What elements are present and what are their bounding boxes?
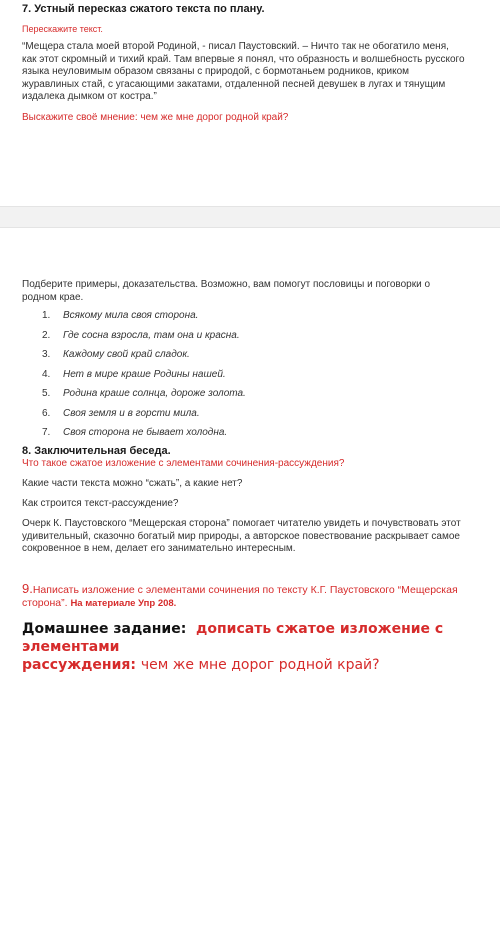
quote-line: языка неуловимым образом связаны с природой, с бормотаньем родников, криком bbox=[22, 66, 410, 77]
homework-task-part2-bold: рассуждения: bbox=[22, 657, 136, 673]
quote-line: издалека дымком от костра.” bbox=[22, 91, 157, 102]
list-item: 4. Нет в мире краше Родины нашей. bbox=[42, 368, 226, 380]
task7-section bbox=[22, 3, 500, 15]
homework-task-part1: дописать сжатое изложение с элементами bbox=[22, 621, 444, 655]
homework-line2 bbox=[22, 656, 500, 674]
proverbs-intro bbox=[22, 279, 500, 304]
task7-subheading: Перескажите текст. bbox=[22, 24, 103, 34]
proverbs-list-wrap bbox=[22, 306, 500, 443]
list-item: 5. Родина краше солнца, дороже золота. bbox=[42, 388, 246, 399]
homework-label: Домашнее задание: bbox=[22, 621, 187, 637]
essay-line: удивительный, сказочно богатый мир природы, а авторское повествование раскрывает самое bbox=[22, 530, 460, 542]
task8-section bbox=[22, 445, 500, 470]
task9-section bbox=[22, 582, 500, 610]
task7-opinion: Выскажите своё мнение: чем же мне дорог родной край? bbox=[22, 112, 289, 123]
homework-line1 bbox=[22, 620, 500, 656]
quote-line: журавлиных стай, с угасающими закатами, отдаленной песней девушек в лугах и тянущим bbox=[22, 78, 446, 90]
task7-subheading-wrap bbox=[22, 24, 500, 34]
list-item: 3. Каждому свой край сладок. bbox=[42, 349, 190, 360]
quote-line: как этот скромный и тихий край. Там впервые я понял, что образность и волшебность русского bbox=[22, 53, 465, 65]
quote-line: “Мещера стала моей второй Родиной, - писал Паустовский. – Ничто так не обогатило меня, bbox=[22, 41, 449, 52]
list-item: 2. Где сосна взросла, там она и красна. bbox=[42, 329, 240, 341]
homework-task-part2: чем же мне дорог родной край? bbox=[140, 657, 380, 673]
task8-q1: Какие части текста можно “сжать”, а какие нет? bbox=[22, 478, 243, 489]
essay-line: сокровенное в нем, делает его занимательно интересным. bbox=[22, 543, 296, 554]
proverbs-list bbox=[22, 306, 500, 443]
task7-quote bbox=[22, 41, 500, 104]
task9-number: 9. bbox=[22, 581, 33, 596]
task7-opinion-wrap bbox=[22, 112, 500, 123]
intro-line: Подберите примеры, доказательства. Возможно, вам помогут пословицы и поговорки о bbox=[22, 279, 431, 290]
intro-line: родном крае. bbox=[22, 291, 84, 303]
homework-section bbox=[22, 620, 500, 674]
task8-essay bbox=[22, 518, 500, 556]
list-item: 1. Всякому мила своя сторона. bbox=[42, 310, 199, 321]
page-separator bbox=[0, 206, 500, 228]
list-item: 7. Своя сторона не бывает холодна. bbox=[42, 427, 228, 438]
list-item: 6. Своя земля и в горсти мила. bbox=[42, 407, 200, 419]
task9-line2: сторона”. На материале Упр 208. bbox=[22, 597, 177, 609]
task9-material: На материале Упр 208. bbox=[70, 598, 177, 609]
task7-heading: 7. Устный пересказ сжатого текста по плану. bbox=[22, 3, 265, 15]
task8-question: Что такое сжатое изложение с элементами сочинения-рассуждения? bbox=[22, 458, 345, 469]
essay-line: Очерк К. Паустовского “Мещерская сторона” помогает читателю увидеть и почувствовать этот bbox=[22, 518, 461, 529]
task8-heading: 8. Заключительная беседа. bbox=[22, 445, 171, 457]
task8-q2: Как строится текст-рассуждение? bbox=[22, 498, 179, 509]
task9-line1: 9.Написать изложение с элементами сочинения по тексту К.Г. Паустовского “Мещерская bbox=[22, 581, 458, 596]
